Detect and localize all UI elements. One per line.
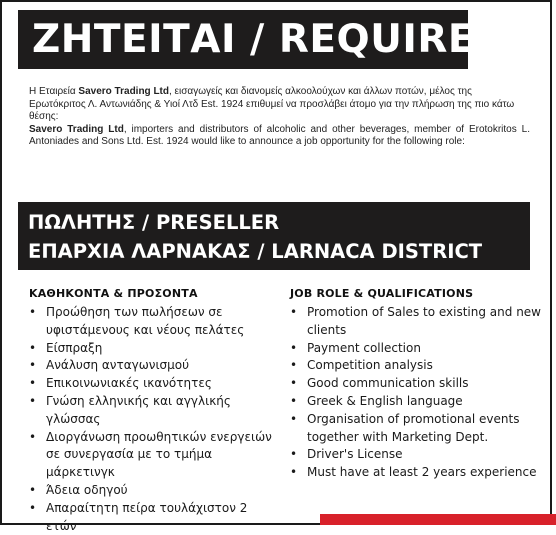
intro-text bbox=[29, 86, 530, 149]
list-item-text: Must have at least 2 years experience bbox=[307, 465, 537, 480]
list-item bbox=[29, 393, 279, 429]
bullet-icon: • bbox=[29, 358, 37, 373]
bullet-icon: • bbox=[29, 305, 37, 319]
english-heading: JOB ROLE & QUALIFICATIONS bbox=[290, 287, 474, 300]
list-item-text: Επικοινωνιακές ικανότητες bbox=[46, 376, 212, 391]
bullet-icon: • bbox=[290, 393, 298, 408]
list-item-text: Ανάλυση ανταγωνισμού bbox=[46, 358, 190, 373]
list-item-text: Διοργάνωση προωθητικών ενεργειών σε συνεργασία με το τμήμα μάρκετινγκ bbox=[46, 429, 272, 480]
list-item bbox=[290, 357, 548, 375]
bullet-icon: • bbox=[29, 340, 37, 355]
list-item bbox=[29, 500, 279, 535]
role-banner bbox=[18, 202, 530, 270]
list-item bbox=[290, 393, 548, 411]
intro-greek-company: Savero Trading Ltd bbox=[78, 86, 169, 97]
list-item-text: Είσπραξη bbox=[46, 340, 103, 355]
list-item-text: Απαραίτητη πείρα τουλάχιστον 2 ετών bbox=[46, 500, 248, 533]
list-item bbox=[290, 464, 548, 482]
list-item bbox=[29, 429, 279, 482]
bullet-icon: • bbox=[29, 500, 37, 515]
greek-heading: ΚΑΘΗΚΟΝΤΑ & ΠΡΟΣΟΝΤΑ bbox=[29, 287, 198, 300]
list-item bbox=[29, 482, 279, 500]
bullet-icon: • bbox=[290, 305, 298, 319]
list-item-text: Greek & English language bbox=[307, 393, 463, 408]
intro-greek-rest: , εισαγωγείς και διανομείς αλκοολούχων και άλλων ποτών, μέλος της Ερωτόκριτος Λ. Αντωνιάδης & Υιοί Λτδ Est. 1924 επιθυμεί να προσλάβει άτομο για την πλήρωση της πιο κάτω θέσης: bbox=[29, 86, 515, 122]
list-item-text: Payment collection bbox=[307, 340, 421, 355]
bullet-icon: • bbox=[290, 411, 298, 426]
list-item bbox=[290, 411, 548, 447]
page-title: ΖΗΤΕΙΤΑΙ / REQUIRED bbox=[18, 10, 468, 69]
list-item bbox=[29, 375, 279, 393]
intro-english-company: Savero Trading Ltd bbox=[29, 123, 124, 135]
list-item-text: Good communication skills bbox=[307, 376, 469, 391]
bullet-icon: • bbox=[29, 429, 37, 444]
list-item bbox=[290, 446, 548, 464]
bullet-icon: • bbox=[29, 376, 37, 391]
bullet-icon: • bbox=[290, 340, 298, 355]
intro-english bbox=[29, 124, 530, 149]
list-item bbox=[290, 304, 548, 340]
list-item-text: Driver's License bbox=[307, 447, 403, 462]
bullet-icon: • bbox=[29, 482, 37, 497]
bullet-icon: • bbox=[290, 358, 298, 373]
intro-english-rest: , importers and distributors of alcoholic and other beverages, member of Erotokritos L. Antoniades and Sons Ltd. Est. 1924 would like to announce a job opportunity for the following role: bbox=[29, 123, 530, 147]
list-item-text: Organisation of promotional events together with Marketing Dept. bbox=[307, 411, 520, 444]
bullet-icon: • bbox=[290, 447, 298, 462]
greek-requirements bbox=[29, 287, 279, 535]
role-title: ΠΩΛΗΤΗΣ / PRESELLER bbox=[28, 211, 280, 234]
list-item-text: Γνώση ελληνικής και αγγλικής γλώσσας bbox=[46, 393, 231, 426]
bullet-icon: • bbox=[290, 465, 298, 480]
list-item bbox=[290, 375, 548, 393]
intro-greek-prefix: Η Εταιρεία bbox=[29, 86, 79, 97]
english-requirements bbox=[290, 287, 548, 482]
list-item bbox=[29, 304, 279, 340]
intro-greek bbox=[29, 86, 530, 124]
list-item bbox=[29, 357, 279, 375]
list-item-text: Προώθηση των πωλήσεων σε υφιστάμενους και νέους πελάτες bbox=[46, 305, 245, 337]
list-item-text: Competition analysis bbox=[307, 358, 433, 373]
bullet-icon: • bbox=[29, 393, 37, 408]
list-item-text: Άδεια οδηγού bbox=[46, 482, 128, 497]
list-item-text: Promotion of Sales to existing and new clients bbox=[307, 305, 541, 337]
role-location: ΕΠΑΡΧΙΑ ΛΑΡΝΑΚΑΣ / LARNACA DISTRICT bbox=[28, 240, 483, 263]
list-item bbox=[29, 340, 279, 358]
accent-strip bbox=[320, 514, 556, 525]
bullet-icon: • bbox=[290, 376, 298, 391]
list-item bbox=[290, 340, 548, 358]
